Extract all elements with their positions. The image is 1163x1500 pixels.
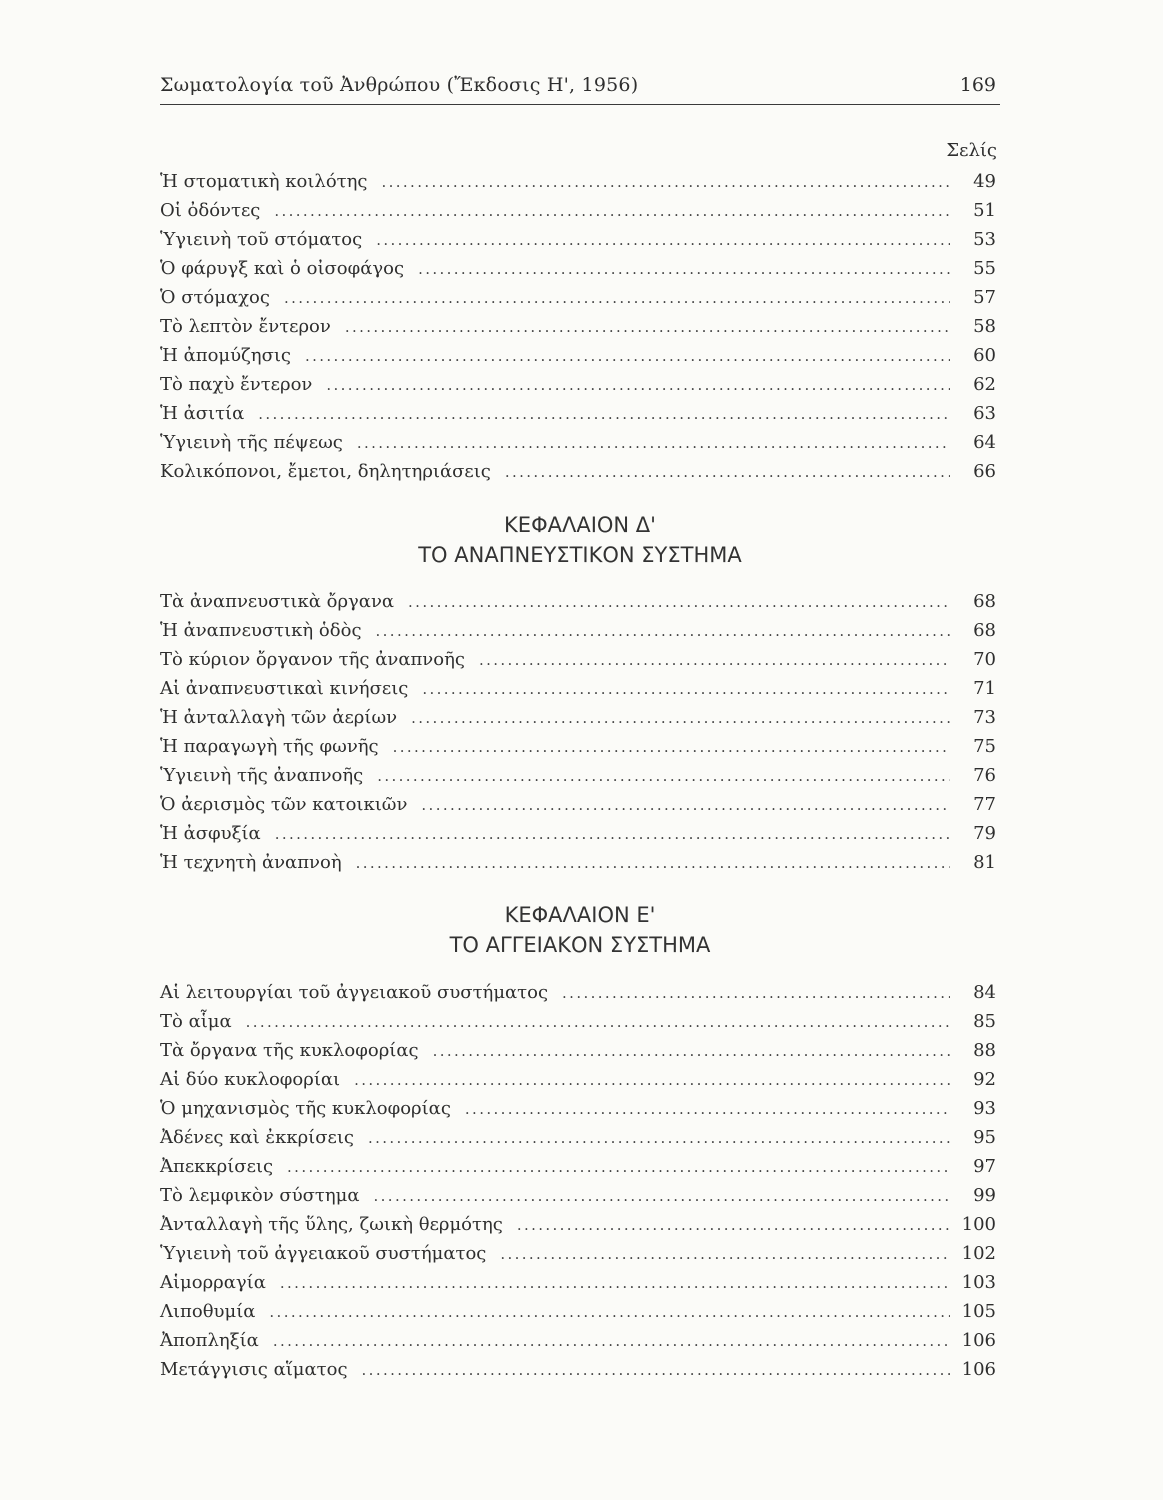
toc-entry-title: Ἡ ἀσιτία	[160, 403, 245, 424]
toc-entry-title: Ὁ στόμαχος	[160, 287, 270, 308]
toc-entry-page: 58	[973, 316, 996, 337]
dot-leader	[422, 676, 950, 702]
dot-leader	[393, 734, 950, 760]
toc-entry-title: Ὑγιεινὴ τῆς πέψεως	[160, 432, 343, 453]
toc-entry-page: 79	[973, 823, 996, 844]
toc-entry-title: Μετάγγισις αἵματος	[160, 1359, 348, 1380]
toc-entry-page: 84	[973, 982, 996, 1003]
dot-leader	[505, 459, 950, 485]
dot-leader	[246, 1009, 950, 1035]
toc-entry-title: Ἀδένες καὶ ἐκκρίσεις	[160, 1127, 354, 1148]
toc-entry-title: Αἱμορραγία	[160, 1272, 266, 1293]
dot-leader	[280, 1270, 950, 1296]
dot-leader	[376, 618, 950, 644]
page-column-heading: Σελίς	[946, 140, 997, 161]
toc-entry	[160, 430, 996, 456]
toc-entry-page: 106	[961, 1359, 996, 1380]
toc-entry	[160, 256, 996, 282]
toc-entry-title: Ἀνταλλαγὴ τῆς ὕλης, ζωικὴ θερμότης	[160, 1214, 503, 1235]
toc-entry-page: 64	[973, 432, 996, 453]
toc-entry-page: 93	[973, 1098, 996, 1119]
dot-leader	[411, 705, 950, 731]
dot-leader	[345, 314, 950, 340]
toc-entry-title: Τὸ λεμφικὸν σύστημα	[160, 1185, 360, 1206]
dot-leader	[408, 589, 950, 615]
dot-leader	[357, 430, 950, 456]
toc-entry-page: 103	[961, 1272, 996, 1293]
toc-entry-page: 62	[973, 374, 996, 395]
dot-leader	[273, 1328, 950, 1354]
toc-entry-page: 100	[961, 1214, 996, 1235]
toc-entry-title: Τὸ κύριον ὄργανον τῆς ἀναπνοῆς	[160, 649, 465, 670]
toc-entry-page: 92	[973, 1069, 996, 1090]
toc-entry-page: 55	[973, 258, 996, 279]
dot-leader	[562, 980, 950, 1006]
toc-entry	[160, 227, 996, 253]
dot-leader	[258, 401, 950, 427]
toc-entry-title: Τὸ παχὺ ἔντερον	[160, 374, 313, 395]
toc-entry	[160, 792, 996, 818]
toc-entry-title: Αἱ δύο κυκλοφορίαι	[160, 1069, 341, 1090]
toc-entry	[160, 1067, 996, 1093]
running-header	[160, 74, 1000, 105]
toc-entry	[160, 821, 996, 847]
dot-leader	[356, 850, 950, 876]
toc-entry-title: Ὁ ἀερισμὸς τῶν κατοικιῶν	[160, 794, 408, 815]
toc-entry-page: 70	[973, 649, 996, 670]
toc-entry	[160, 1009, 996, 1035]
toc-entry	[160, 169, 996, 195]
dot-leader	[284, 285, 950, 311]
toc-entry-title: Ἡ στοματικὴ κοιλότης	[160, 171, 368, 192]
toc-entry-page: 106	[961, 1330, 996, 1351]
toc-entry	[160, 734, 996, 760]
toc-entry-page: 76	[973, 765, 996, 786]
toc-entry	[160, 285, 996, 311]
dot-leader	[374, 1183, 950, 1209]
toc-entry	[160, 372, 996, 398]
toc-entry	[160, 1125, 996, 1151]
toc-entry-page: 97	[973, 1156, 996, 1177]
dot-leader	[275, 821, 950, 847]
dot-leader	[376, 227, 950, 253]
toc-entry-title: Ἡ ἀπομύζησις	[160, 345, 292, 366]
toc-entry	[160, 763, 996, 789]
dot-leader	[354, 1067, 950, 1093]
toc-entry-title: Ἀποπληξία	[160, 1330, 259, 1351]
toc-entry-page: 60	[973, 345, 996, 366]
toc-entry	[160, 459, 996, 485]
dot-leader	[368, 1125, 950, 1151]
toc-entry-title: Τὸ λεπτὸν ἔντερον	[160, 316, 331, 337]
toc-entry-title: Ἡ ἀναπνευστικὴ ὁδὸς	[160, 620, 362, 641]
dot-leader	[517, 1212, 950, 1238]
toc-entry-title: Ἡ τεχνητὴ ἀναπνοὴ	[160, 852, 342, 873]
toc-entry-page: 85	[973, 1011, 996, 1032]
toc-entry-page: 66	[973, 461, 996, 482]
toc-entry-page: 105	[961, 1301, 996, 1322]
dot-leader	[465, 1096, 950, 1122]
toc-entry	[160, 198, 996, 224]
toc-entry-title: Ὑγιεινὴ τοῦ ἀγγειακοῦ συστήματος	[160, 1243, 487, 1264]
chapter-label: ΚΕΦΑΛΑΙΟΝ Ε'	[504, 903, 656, 927]
toc-entry-page: 68	[973, 591, 996, 612]
toc-entry-title: Ἡ ἀσφυξία	[160, 823, 261, 844]
dot-leader	[287, 1154, 950, 1180]
toc-entry	[160, 1357, 996, 1383]
dot-leader	[377, 763, 950, 789]
toc-entry	[160, 1038, 996, 1064]
toc-entry	[160, 1154, 996, 1180]
chapter-title: ΤΟ ΑΓΓΕΙΑΚΟΝ ΣΥΣΤΗΜΑ	[449, 933, 711, 957]
dot-leader	[500, 1241, 949, 1267]
running-title: Σωματολογία τοῦ Ἀνθρώπου (Ἔκδοσις Η', 1956)	[160, 74, 639, 96]
toc-entry-page: 75	[973, 736, 996, 757]
toc-entry-page: 71	[973, 678, 996, 699]
toc-entry-title: Ἡ παραγωγὴ τῆς φωνῆς	[160, 736, 379, 757]
dot-leader	[362, 1357, 950, 1383]
toc-entry	[160, 343, 996, 369]
toc-entry-page: 95	[973, 1127, 996, 1148]
chapter-label: ΚΕΦΑΛΑΙΟΝ Δ'	[504, 513, 656, 537]
toc-entry-page: 53	[973, 229, 996, 250]
toc-entry-page: 73	[973, 707, 996, 728]
chapter-title: ΤΟ ΑΝΑΠΝΕΥΣΤΙΚΟΝ ΣΥΣΤΗΜΑ	[418, 543, 742, 567]
toc-entry	[160, 1299, 996, 1325]
toc-entry-title: Ἀπεκκρίσεις	[160, 1156, 274, 1177]
toc-entry-page: 57	[973, 287, 996, 308]
toc-entry-page: 63	[973, 403, 996, 424]
toc-entry	[160, 850, 996, 876]
toc-entry	[160, 705, 996, 731]
toc-entry-title: Τὸ αἷμα	[160, 1011, 232, 1032]
dot-leader	[421, 792, 950, 818]
toc-entry	[160, 1212, 996, 1238]
page-number: 169	[959, 74, 996, 96]
dot-leader	[269, 1299, 949, 1325]
toc-entry	[160, 618, 996, 644]
toc-entry-page: 77	[973, 794, 996, 815]
toc-entry	[160, 1328, 996, 1354]
toc-entry-title: Ἡ ἀνταλλαγὴ τῶν ἀερίων	[160, 707, 398, 728]
toc-entry-title: Ὑγιεινὴ τῆς ἀναπνοῆς	[160, 765, 364, 786]
dot-leader	[382, 169, 950, 195]
toc-entry	[160, 676, 996, 702]
toc-entry	[160, 401, 996, 427]
toc-entry	[160, 647, 996, 673]
toc-entry	[160, 1241, 996, 1267]
toc-entry-page: 102	[961, 1243, 996, 1264]
dot-leader	[326, 372, 950, 398]
toc-entry-page: 88	[973, 1040, 996, 1061]
toc-entry	[160, 314, 996, 340]
toc-entry	[160, 589, 996, 615]
toc-entry	[160, 1096, 996, 1122]
toc-entry-title: Τὰ ὄργανα τῆς κυκλοφορίας	[160, 1040, 419, 1061]
toc-entry-title: Κολικόπονοι, ἔμετοι, δηλητηριάσεις	[160, 461, 491, 482]
toc-entry-title: Λιποθυμία	[160, 1301, 256, 1322]
dot-leader	[418, 256, 950, 282]
toc-entry-page: 68	[973, 620, 996, 641]
toc-entry-page: 99	[973, 1185, 996, 1206]
toc-entry	[160, 980, 996, 1006]
dot-leader	[433, 1038, 950, 1064]
toc-entry-title: Ὁ μηχανισμὸς τῆς κυκλοφορίας	[160, 1098, 451, 1119]
toc-entry	[160, 1183, 996, 1209]
toc-entry-page: 51	[973, 200, 996, 221]
dot-leader	[479, 647, 950, 673]
toc-entry-title: Τὰ ἀναπνευστικὰ ὄργανα	[160, 591, 395, 612]
toc-entry-title: Οἱ ὀδόντες	[160, 200, 261, 221]
dot-leader	[274, 198, 950, 224]
toc-entry-title: Ὑγιεινὴ τοῦ στόματος	[160, 229, 363, 250]
toc-entry-page: 81	[973, 852, 996, 873]
toc-entry-title: Αἱ λειτουργίαι τοῦ ἀγγειακοῦ συστήματος	[160, 982, 549, 1003]
toc-entry	[160, 1270, 996, 1296]
dot-leader	[305, 343, 950, 369]
toc-entry-title: Αἱ ἀναπνευστικαὶ κινήσεις	[160, 678, 409, 699]
toc-entry-page: 49	[973, 171, 996, 192]
toc-entry-title: Ὁ φάρυγξ καὶ ὁ οἰσοφάγος	[160, 258, 405, 279]
